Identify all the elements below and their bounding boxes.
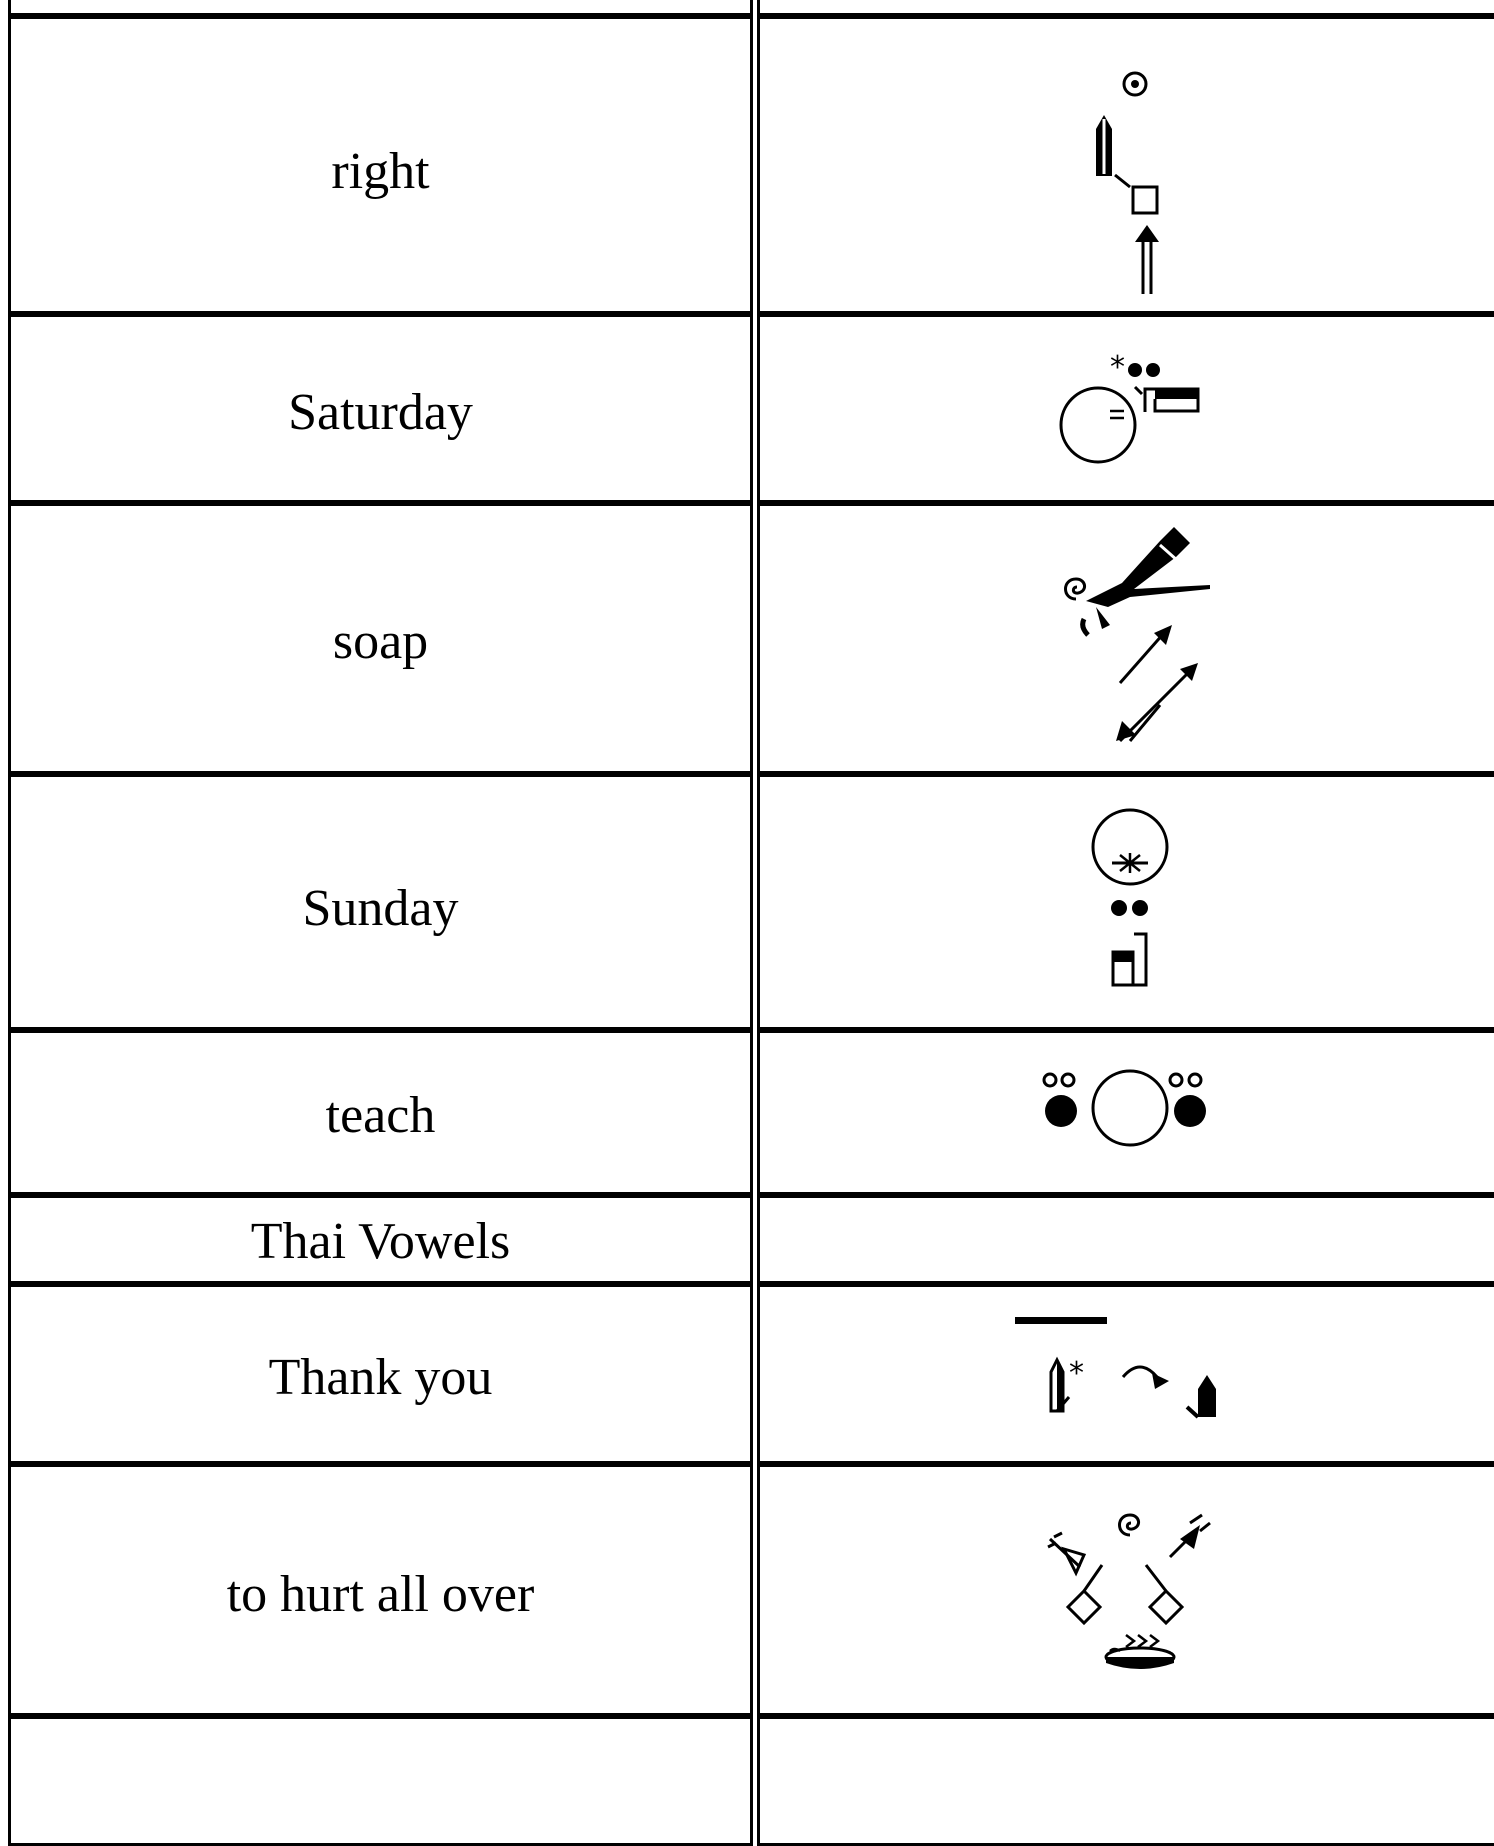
sign-to-hurt-all-over-icon bbox=[1040, 1497, 1230, 1697]
table-row-sign-cell bbox=[757, 1195, 1494, 1284]
word-label: Thai Vowels bbox=[250, 1213, 511, 1270]
word-label: Sunday bbox=[302, 880, 459, 937]
table-row-sign-cell bbox=[757, 774, 1494, 1030]
word-label: to hurt all over bbox=[226, 1566, 535, 1623]
word-label: right bbox=[331, 143, 430, 200]
table-row-word-cell bbox=[8, 16, 753, 314]
table-row-partial-top-right bbox=[757, 0, 1494, 16]
svg-text:*: * bbox=[1069, 1356, 1084, 1391]
table-row-word-cell bbox=[8, 1464, 753, 1716]
svg-text:*: * bbox=[1110, 350, 1125, 385]
word-label: soap bbox=[332, 613, 429, 670]
table-row-word-cell bbox=[8, 1195, 753, 1284]
sign-soap-icon bbox=[1050, 531, 1220, 761]
table-row-sign-cell bbox=[757, 1464, 1494, 1716]
sign-thank-you-icon bbox=[1015, 1317, 1255, 1437]
sign-right-icon bbox=[1080, 49, 1200, 279]
table-row-word-cell bbox=[8, 503, 753, 774]
table-row-sign-cell bbox=[757, 16, 1494, 314]
table-row-sign-cell bbox=[757, 503, 1494, 774]
table-row-word-cell bbox=[8, 314, 753, 503]
table-row-word-cell bbox=[8, 1716, 753, 1846]
word-label: Saturday bbox=[288, 384, 473, 441]
word-label: Thank you bbox=[268, 1349, 493, 1406]
table-row-sign-cell bbox=[757, 1030, 1494, 1195]
table-row-word-cell bbox=[8, 774, 753, 1030]
word-label: teach bbox=[325, 1087, 436, 1144]
sign-teach-icon bbox=[1040, 1063, 1220, 1163]
table-row-word-cell bbox=[8, 1284, 753, 1464]
sign-saturday-icon bbox=[1050, 347, 1210, 467]
table-row-sign-cell bbox=[757, 1716, 1494, 1846]
table-row-word-cell bbox=[8, 1030, 753, 1195]
table-row-sign-cell bbox=[757, 314, 1494, 503]
table-row-sign-cell bbox=[757, 1284, 1494, 1464]
table-row-partial-top-left bbox=[8, 0, 753, 16]
sign-sunday-icon bbox=[1090, 807, 1190, 1007]
